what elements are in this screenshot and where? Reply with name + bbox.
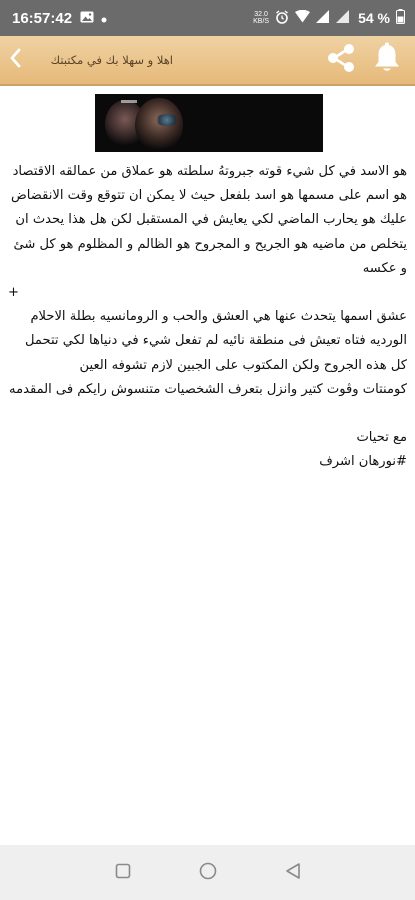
description-paragraph-1: هو الاسد في كل شيء قوته جبروتهُ سلطته هو عملاق من عمالقه الاقتصاد هو اسم على مسمها هو اسد بلفعل حيث لا يمكن ان تتوقع وقت الانقضاض عليك هو يحارب الماضي لكي يعايش في المستقبل لكن هل هذا يحدث ان يتخلص من ماضيه هو الجريح و المجروح هو الظالم و المظلوم هو كل شئ و عكسه [10, 164, 407, 276]
circle-icon [199, 862, 217, 884]
home-button[interactable] [191, 856, 225, 890]
bell-icon [372, 42, 402, 78]
signal-icon-2 [336, 10, 350, 26]
app-bar [0, 36, 415, 86]
signature-author: #نورهان اشرف [319, 454, 407, 470]
status-bar [0, 0, 415, 36]
battery-percent: 54 % [358, 10, 390, 26]
app-title: اهلا و سهلا بك في مكتبتك [50, 53, 173, 67]
share-button[interactable] [323, 40, 359, 80]
book-cover-image [95, 94, 323, 152]
network-speed: 32.0 KB/S [253, 11, 270, 25]
notifications-button[interactable] [369, 40, 405, 80]
system-nav-bar [0, 845, 415, 900]
recents-button[interactable] [106, 856, 140, 890]
book-description [0, 160, 415, 474]
wifi-icon [295, 10, 310, 26]
square-icon [115, 863, 131, 883]
chevron-left-icon [9, 48, 21, 72]
dot-icon [101, 10, 107, 26]
share-icon [325, 42, 357, 78]
signal-icon [316, 10, 330, 26]
description-plus: + [8, 285, 19, 301]
status-time: 16:57:42 [12, 9, 73, 27]
description-paragraph-2: عشق اسمها يتحدث عنها هي العشق والحب و الرومانسيه بطلة الاحلام الورديه فتاه تعيش فى منطقة نائيه لم تفعل شيء في دنياها لكي تتحمل كل هذه الجروح ولكن المكتوب على الجبين لازم تشوفه العين [25, 309, 407, 373]
gallery-icon [80, 10, 94, 26]
battery-icon [396, 9, 405, 27]
signature-greeting: مع تحيات [356, 430, 407, 446]
triangle-back-icon [285, 862, 301, 884]
description-paragraph-3: كومنتات وڤوت كتير وانزل بتعرف الشخصيات متنسوش رايكم فى المقدمه [9, 381, 407, 397]
back-button[interactable] [2, 35, 28, 85]
alarm-icon [275, 10, 289, 27]
back-nav-button[interactable] [276, 856, 310, 890]
